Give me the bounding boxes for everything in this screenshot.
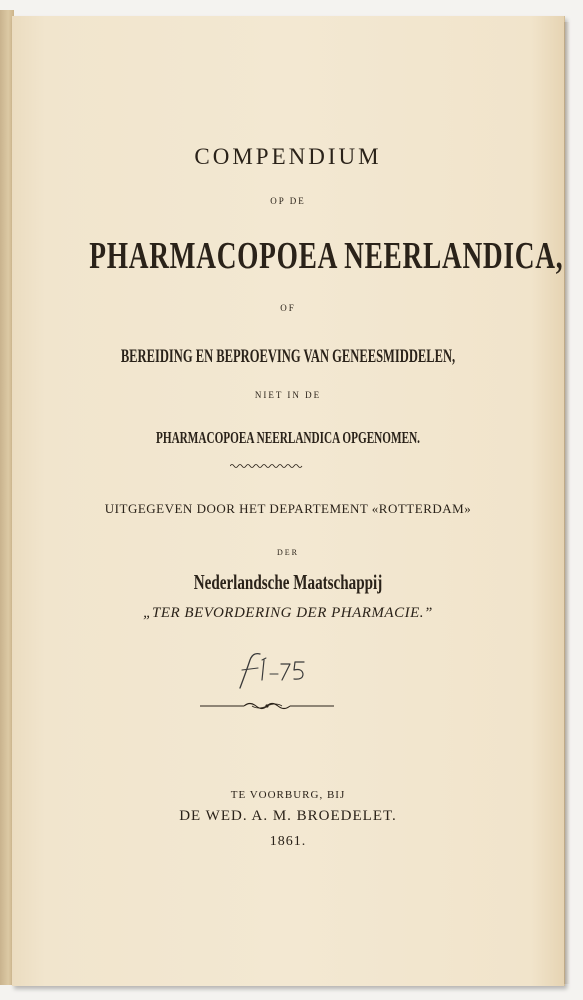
wavy-rule-ornament	[230, 462, 304, 470]
op-de-text: OP DE	[270, 196, 306, 206]
compendium-heading: COMPENDIUM	[194, 144, 382, 169]
niet-in-de-text: NIET IN DE	[254, 390, 322, 400]
main-title: PHARMACOPOEA NEERLANDICA,	[89, 235, 564, 277]
imprint-publisher: DE WED. A. M. BROEDELET.	[179, 808, 397, 824]
flourish-ornament	[200, 699, 334, 713]
opgenomen-line: PHARMACOPOEA NEERLANDICA OPGENOMEN.	[156, 428, 420, 447]
society-motto: „TER BEVORDERING DER PHARMACIE.”	[143, 605, 433, 621]
publisher-department-line: UITGEGEVEN DOOR HET DEPARTEMENT «ROTTERDAM»	[104, 501, 472, 516]
title-page	[12, 16, 565, 986]
society-name: Nederlandsche Maatschappij	[193, 570, 383, 594]
imprint-year: 1861.	[269, 834, 307, 849]
of-text: OF	[280, 303, 296, 313]
imprint-place: TE VOORBURG, BIJ	[230, 789, 346, 801]
page-edge-shadow	[564, 22, 570, 984]
handwritten-price-annotation	[226, 648, 316, 692]
der-text: DER	[277, 548, 299, 557]
subtitle: BEREIDING EN BEPROEVING VAN GENEESMIDDELEN,	[120, 346, 456, 367]
